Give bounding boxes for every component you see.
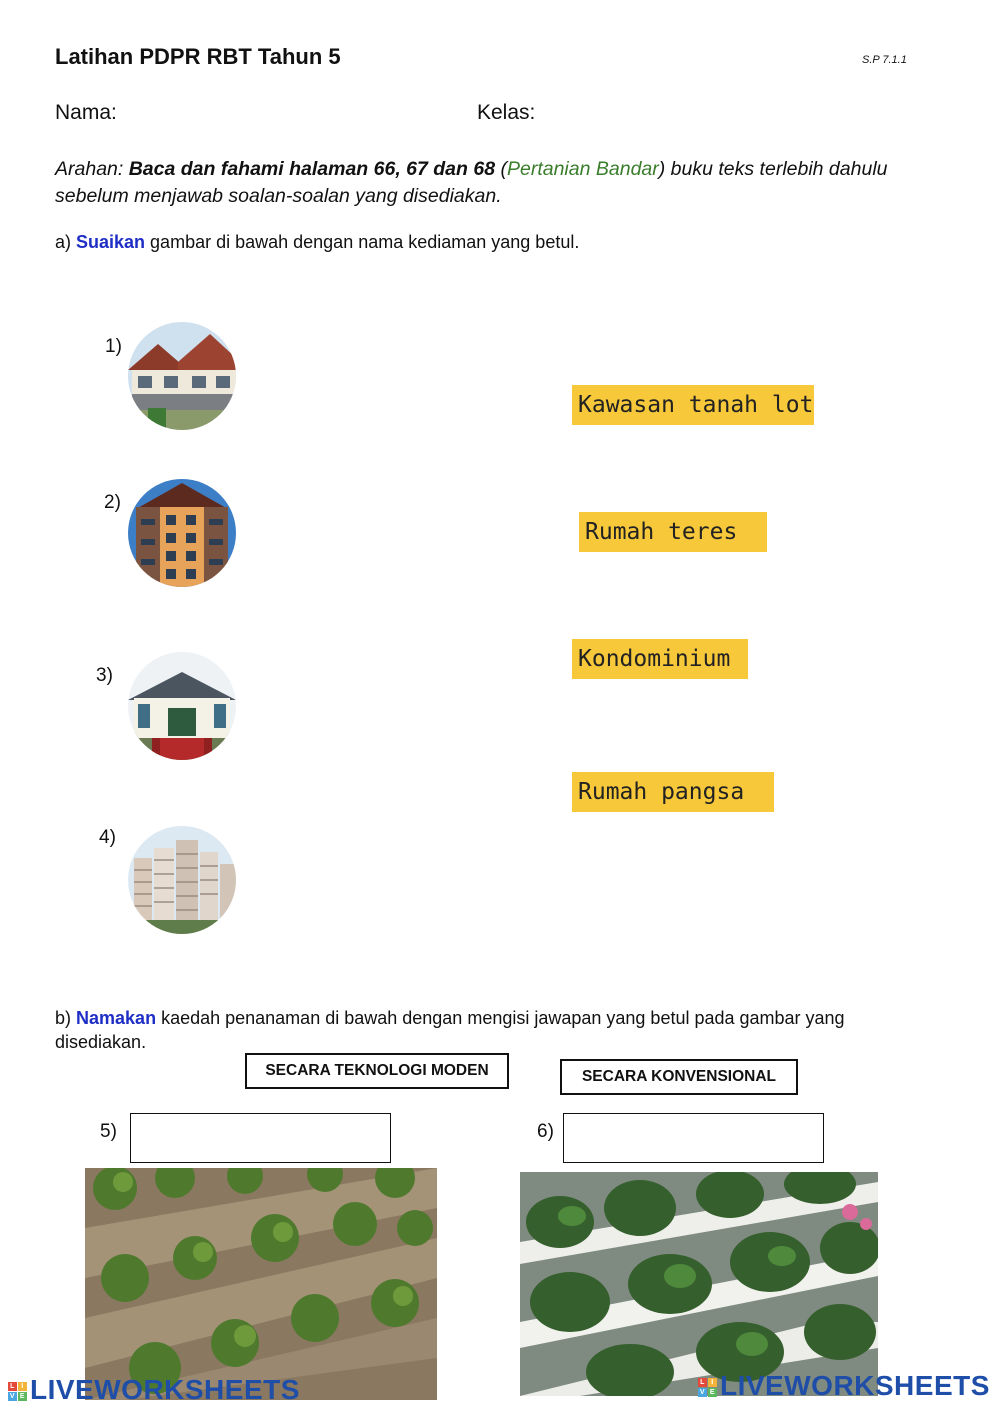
apartment-building-image (128, 479, 236, 587)
item-number-4: 4) (99, 827, 116, 848)
brand-text: LIVEWORKSHEETS (720, 1370, 990, 1401)
question-a-keyword: Suaikan (76, 232, 146, 252)
standard-code: S.P 7.1.1 (862, 54, 907, 66)
instruction-paren: ( (495, 158, 507, 180)
liveworksheets-logo-icon (698, 1378, 717, 1397)
terrace-house-image (128, 322, 236, 430)
soil-crop-field-photo-icon (85, 1168, 437, 1400)
logo-letter-v: V (699, 1389, 706, 1397)
condominium-towers-image (128, 826, 236, 934)
answer-box-5[interactable] (130, 1113, 391, 1163)
logo-letter-e: E (709, 1389, 716, 1397)
question-b (55, 1006, 915, 1054)
nama-label: Nama: (55, 101, 117, 124)
instruction-bold: Baca dan fahami halaman 66, 67 dan 68 (128, 158, 496, 180)
choice-teknologi-moden[interactable]: SECARA TEKNOLOGI MODEN (245, 1053, 509, 1089)
choice-konvensional[interactable]: SECARA KONVENSIONAL (560, 1059, 798, 1095)
answer-box-6[interactable] (563, 1113, 824, 1163)
item-number-1: 1) (105, 336, 122, 357)
bungalow-house-photo-icon (128, 652, 236, 760)
question-b-keyword: Namakan (76, 1008, 157, 1028)
logo-letter-i: I (708, 1378, 717, 1387)
kelas-label: Kelas: (477, 101, 536, 124)
logo-letter-i: I (18, 1382, 27, 1391)
label-rumah-pangsa[interactable]: Rumah pangsa (572, 772, 774, 812)
apartment-building-photo-icon (128, 479, 236, 587)
hydroponic-pipes-image (520, 1172, 878, 1396)
question-a-text: gambar di bawah dengan nama kediaman yang betul. (145, 232, 580, 252)
question-b-text: kaedah penanaman di bawah dengan mengisi jawapan yang betul pada gambar yang disediakan. (55, 1008, 845, 1052)
item-number-3: 3) (96, 665, 113, 686)
label-kondominium[interactable]: Kondominium (572, 639, 748, 679)
logo-letter-v: V (9, 1393, 16, 1401)
soil-crop-field-image (85, 1168, 437, 1400)
logo-letter-l: L (698, 1378, 707, 1387)
logo-letter-e: E (19, 1393, 26, 1401)
instruction-topic: Pertanian Bandar (506, 158, 659, 180)
condominium-towers-photo-icon (128, 826, 236, 934)
instruction-text (55, 156, 935, 210)
liveworksheets-watermark-left (8, 1374, 300, 1406)
question-b-prefix: b) (55, 1008, 77, 1028)
brand-text: LIVEWORKSHEETS (30, 1374, 300, 1405)
hydroponic-pipes-photo-icon (520, 1172, 878, 1396)
label-rumah-teres[interactable]: Rumah teres (579, 512, 767, 552)
instruction-rest: ) buku teks terlebih dahulu sebelum menjawab soalan-soalan yang disediakan. (55, 158, 888, 207)
item-number-2: 2) (104, 492, 121, 513)
bungalow-house-image (128, 652, 236, 760)
question-a (55, 232, 579, 253)
terrace-house-photo-icon (128, 322, 236, 430)
liveworksheets-logo-icon (8, 1382, 27, 1401)
instruction-lead: Arahan: (55, 158, 129, 180)
logo-letter-l: L (8, 1382, 17, 1391)
label-kawasan-tanah-lot[interactable]: Kawasan tanah lot (572, 385, 814, 425)
item-number-5: 5) (100, 1121, 117, 1142)
question-a-prefix: a) (55, 232, 77, 252)
item-number-6: 6) (537, 1121, 554, 1142)
liveworksheets-watermark-right (698, 1370, 990, 1402)
worksheet-title: Latihan PDPR RBT Tahun 5 (55, 44, 341, 69)
